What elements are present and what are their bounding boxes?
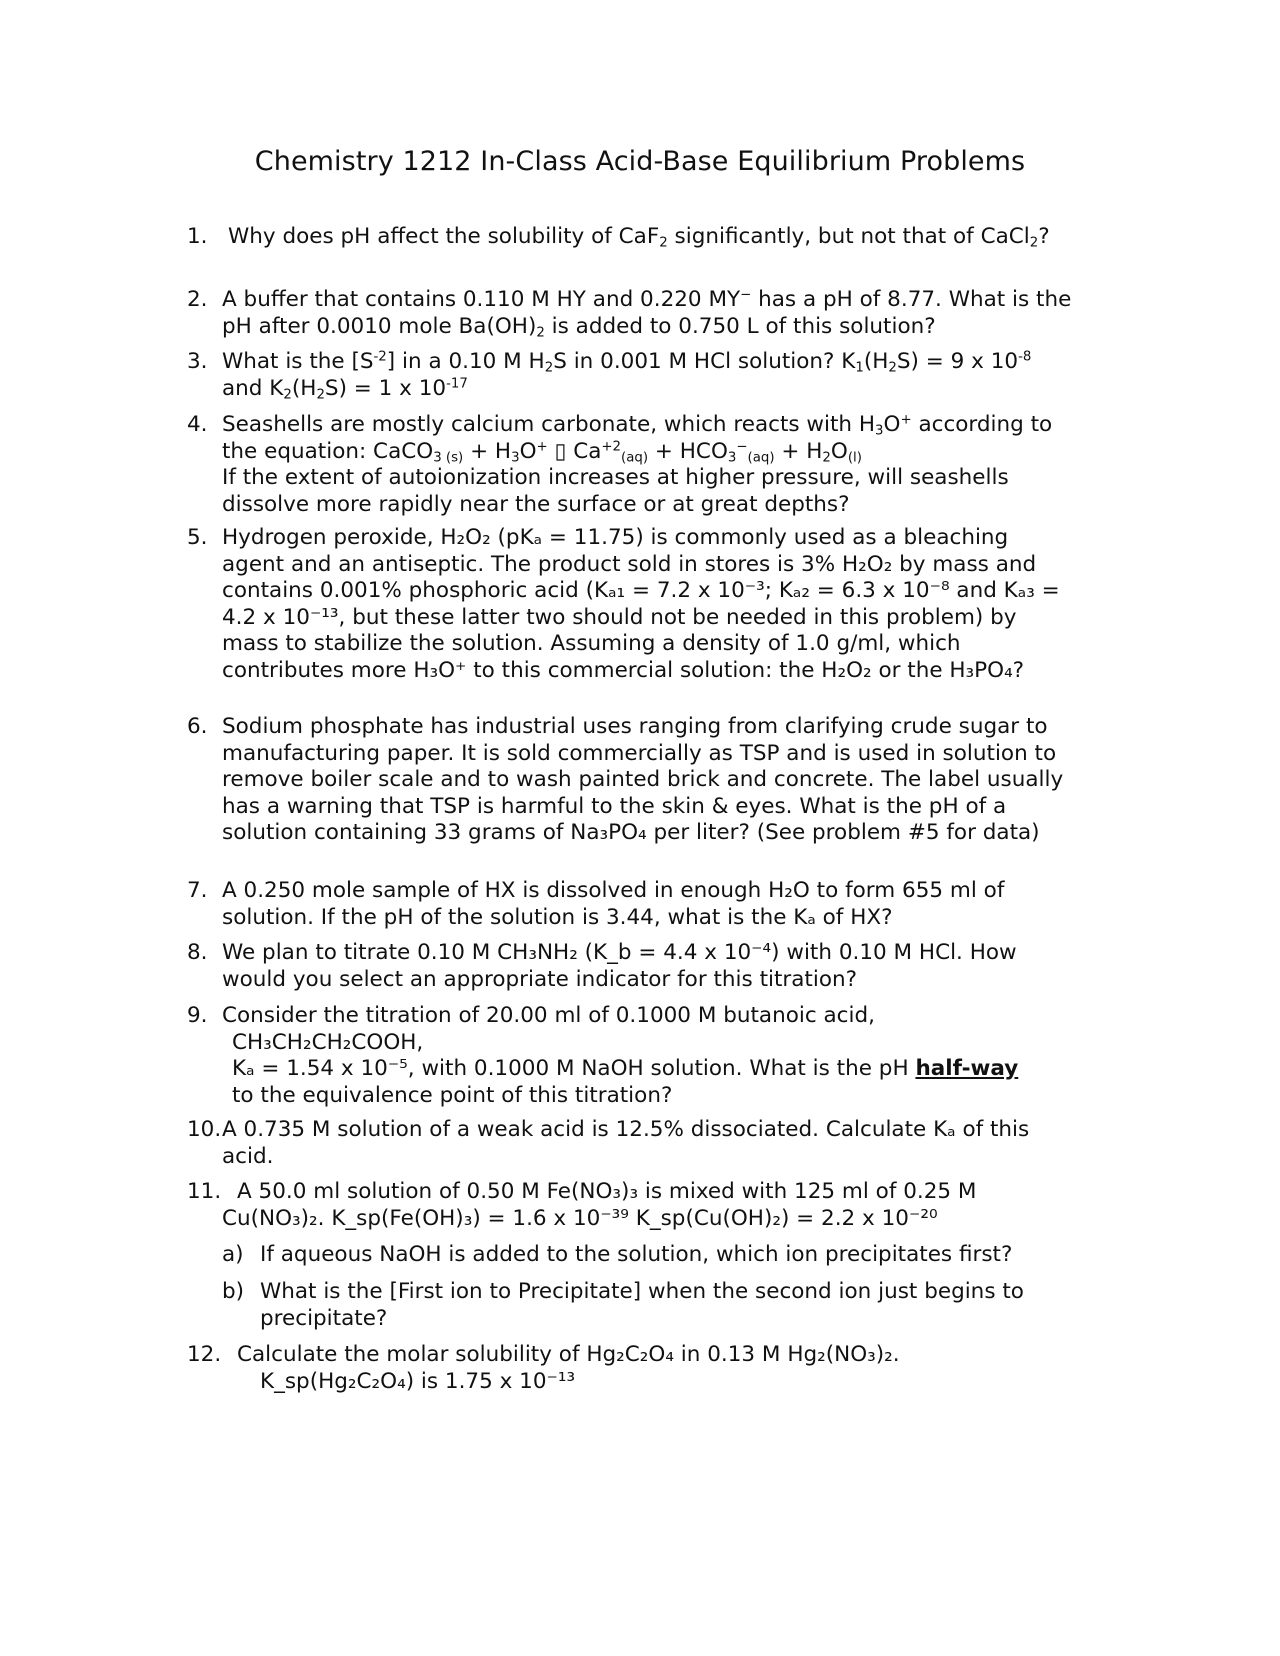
text-run: + H: [463, 438, 512, 464]
text-run: significantly, but not that of CaCl: [667, 224, 1030, 249]
subscript: (aq): [747, 449, 775, 465]
text-run: S in 0.001 M HCl solution? K: [553, 349, 856, 374]
problem-text: [187, 1179, 1077, 1232]
problem-4: [187, 412, 1077, 518]
subscript: 2: [888, 360, 897, 376]
text-run: If the extent of autoionization increases at higher pressure, will seashells dissolve more rapidly near the surface or at great depths?: [222, 465, 1009, 517]
subscript: 3: [727, 449, 737, 465]
emphasis-half-way: half-way: [915, 1056, 1019, 1081]
superscript: −: [736, 439, 748, 455]
problem-text: Hydrogen peroxide, H₂O₂ (pKₐ = 11.75) is commonly used as a bleaching agent and an antiseptic. The product sold in stores is 3% H₂O₂ by mass and contains 0.001% phosphoric acid (Kₐ₁ = 7.2 x 10⁻³; Kₐ₂ = 6.3 x 10⁻⁸ and Kₐ₃ = 4.2 x 10⁻¹³, but these latter two should not be needed in this problem) by mass to stabilize the solution. Assuming a density of 1.0 g/ml, which contributes more H₃O⁺ to this commercial solution: the H₂O₂ or the H₃PO₄?: [222, 525, 1060, 683]
text-line: Cu(NO₃)₂. K_sp(Fe(OH)₃) = 1.6 x 10⁻³⁹ K_sp(Cu(OH)₂) = 2.2 x 10⁻²⁰: [222, 1205, 938, 1231]
subscript: 3 (s): [433, 449, 464, 465]
text-run: has a pH of 8.77. What is the pH after 0.0010 mole Ba(OH): [222, 287, 1072, 339]
text-run: according to the equation: CaCO: [222, 412, 1053, 464]
text-run: is added to 0.750 L of this solution?: [544, 313, 936, 339]
problem-6: [187, 714, 1077, 847]
text-run: What is the [S: [222, 349, 374, 374]
text-run: S) = 9 x 10: [896, 349, 1019, 374]
problem-11: [187, 1179, 1077, 1232]
problem-text: [187, 412, 1077, 518]
problem-11-part-b: [222, 1279, 1082, 1332]
problem-text: We plan to titrate 0.10 M CH₃NH₂ (K_b = 4.4 x 10⁻⁴) with 0.10 M HCl. How would you select an appropriate indicator for this titration?: [222, 940, 1017, 992]
problem-8: [187, 940, 1077, 993]
subscript: 3: [511, 449, 520, 465]
text-line: CH₃CH₂CH₂COOH,: [232, 1029, 424, 1055]
subscript: 2: [544, 360, 554, 376]
text-line: A 50.0 ml solution of 0.50 M Fe(NO₃)₃ is mixed with 125 ml of 0.25 M: [237, 1179, 977, 1204]
subscript: 2: [316, 386, 325, 402]
text-run: O: [883, 412, 901, 437]
problem-number: 8.: [187, 940, 208, 965]
text-run: O: [519, 438, 537, 464]
text-run: + HCO: [648, 438, 728, 464]
text-run: Seashells are mostly calcium carbonate, which reacts with H: [222, 412, 876, 437]
superscript: −: [740, 287, 752, 303]
problem-text: [187, 287, 1077, 340]
text-line: [222, 1056, 1077, 1083]
problem-number: 12.: [187, 1342, 222, 1367]
problem-text: Sodium phosphate has industrial uses ranging from clarifying crude sugar to manufacturing paper. It is sold commercially as TSP and is used in solution to remove boiler scale and to wash painted brick and concrete. The label usually has a warning that TSP is harmful to the skin & eyes. What is the pH of a solution containing 33 grams of Na₃PO₄ per liter? (See problem #5 for data): [222, 714, 1064, 845]
problem-10: [187, 1117, 1077, 1170]
problem-text: A 0.250 mole sample of HX is dissolved in enough H₂O to form 655 ml of solution. If the pH of the solution is 3.44, what is the Kₐ of HX?: [222, 878, 1005, 930]
problem-number: 10.: [187, 1117, 222, 1142]
part-label: a): [222, 1242, 244, 1267]
problem-1: [187, 224, 1077, 251]
text-run: and K: [222, 375, 284, 401]
part-text: If aqueous NaOH is added to the solution, which ion precipitates first?: [260, 1242, 1013, 1267]
subscript: 3: [875, 423, 884, 439]
superscript: -17: [446, 376, 468, 392]
problem-11-part-a: [222, 1242, 1082, 1269]
problem-number: 3.: [187, 349, 208, 374]
text-run: Why does pH affect the solubility of CaF: [228, 224, 660, 249]
problem-text: [187, 224, 1077, 251]
superscript: -8: [1018, 349, 1032, 365]
subscript: (l): [847, 449, 862, 465]
text-run: + H: [774, 438, 823, 464]
subscript: 2: [283, 386, 292, 402]
subscript: 2: [822, 449, 831, 465]
problem-3: [187, 349, 1077, 402]
text-run: ▯ Ca: [547, 438, 602, 464]
page-title: Chemistry 1212 In-Class Acid-Base Equilibrium Problems: [254, 146, 1026, 177]
problem-number: 6.: [187, 714, 208, 739]
superscript: +: [536, 439, 548, 455]
subscript: 2: [659, 235, 668, 251]
text-line: Calculate the molar solubility of Hg₂C₂O₄ in 0.13 M Hg₂(NO₃)₂.: [237, 1342, 900, 1367]
problem-text: A 0.735 M solution of a weak acid is 12.5% dissociated. Calculate Kₐ of this acid.: [222, 1117, 1030, 1169]
problem-text: [187, 1342, 1077, 1395]
problem-5: [187, 525, 1077, 684]
text-run: ] in a 0.10 M H: [386, 349, 545, 374]
text-run: (H: [291, 375, 317, 401]
text-run: O: [830, 438, 848, 464]
problem-text: [187, 1003, 1077, 1109]
problem-7: [187, 878, 1077, 931]
text-line: to the equivalence point of this titration?: [232, 1082, 673, 1108]
problem-number: 5.: [187, 525, 208, 550]
superscript: +: [900, 412, 912, 428]
subscript: (aq): [621, 449, 649, 465]
superscript: -2: [373, 349, 387, 365]
problem-number: 7.: [187, 878, 208, 903]
part-label: b): [222, 1279, 245, 1304]
problem-number: 4.: [187, 412, 208, 437]
superscript: +2: [601, 439, 622, 455]
text-run: Kₐ = 1.54 x 10⁻⁵, with 0.1000 M NaOH solution. What is the pH: [232, 1056, 916, 1081]
subscript: 2: [536, 324, 545, 340]
problem-12: [187, 1342, 1077, 1395]
problem-9: [187, 1003, 1077, 1109]
text-line: Consider the titration of 20.00 ml of 0.1000 M butanoic acid,: [222, 1003, 875, 1028]
problem-number: 9.: [187, 1003, 208, 1028]
problem-text: [187, 349, 1077, 402]
problem-2: [187, 287, 1077, 340]
text-run: (H: [863, 349, 889, 374]
problem-number: 1.: [187, 224, 208, 249]
text-run: ?: [1038, 224, 1050, 249]
problem-number: 11.: [187, 1179, 222, 1204]
subscript: 1: [855, 360, 864, 376]
text-run: S) = 1 x 10: [324, 375, 447, 401]
text-line: K_sp(Hg₂C₂O₄) is 1.75 x 10⁻¹³: [260, 1368, 576, 1394]
text-run: A buffer that contains 0.110 M HY and 0.220 MY: [222, 287, 741, 312]
subscript: 2: [1029, 235, 1039, 251]
problem-number: 2.: [187, 287, 208, 312]
part-text: What is the [First ion to Precipitate] when the second ion just begins to precipitate?: [260, 1279, 1024, 1331]
